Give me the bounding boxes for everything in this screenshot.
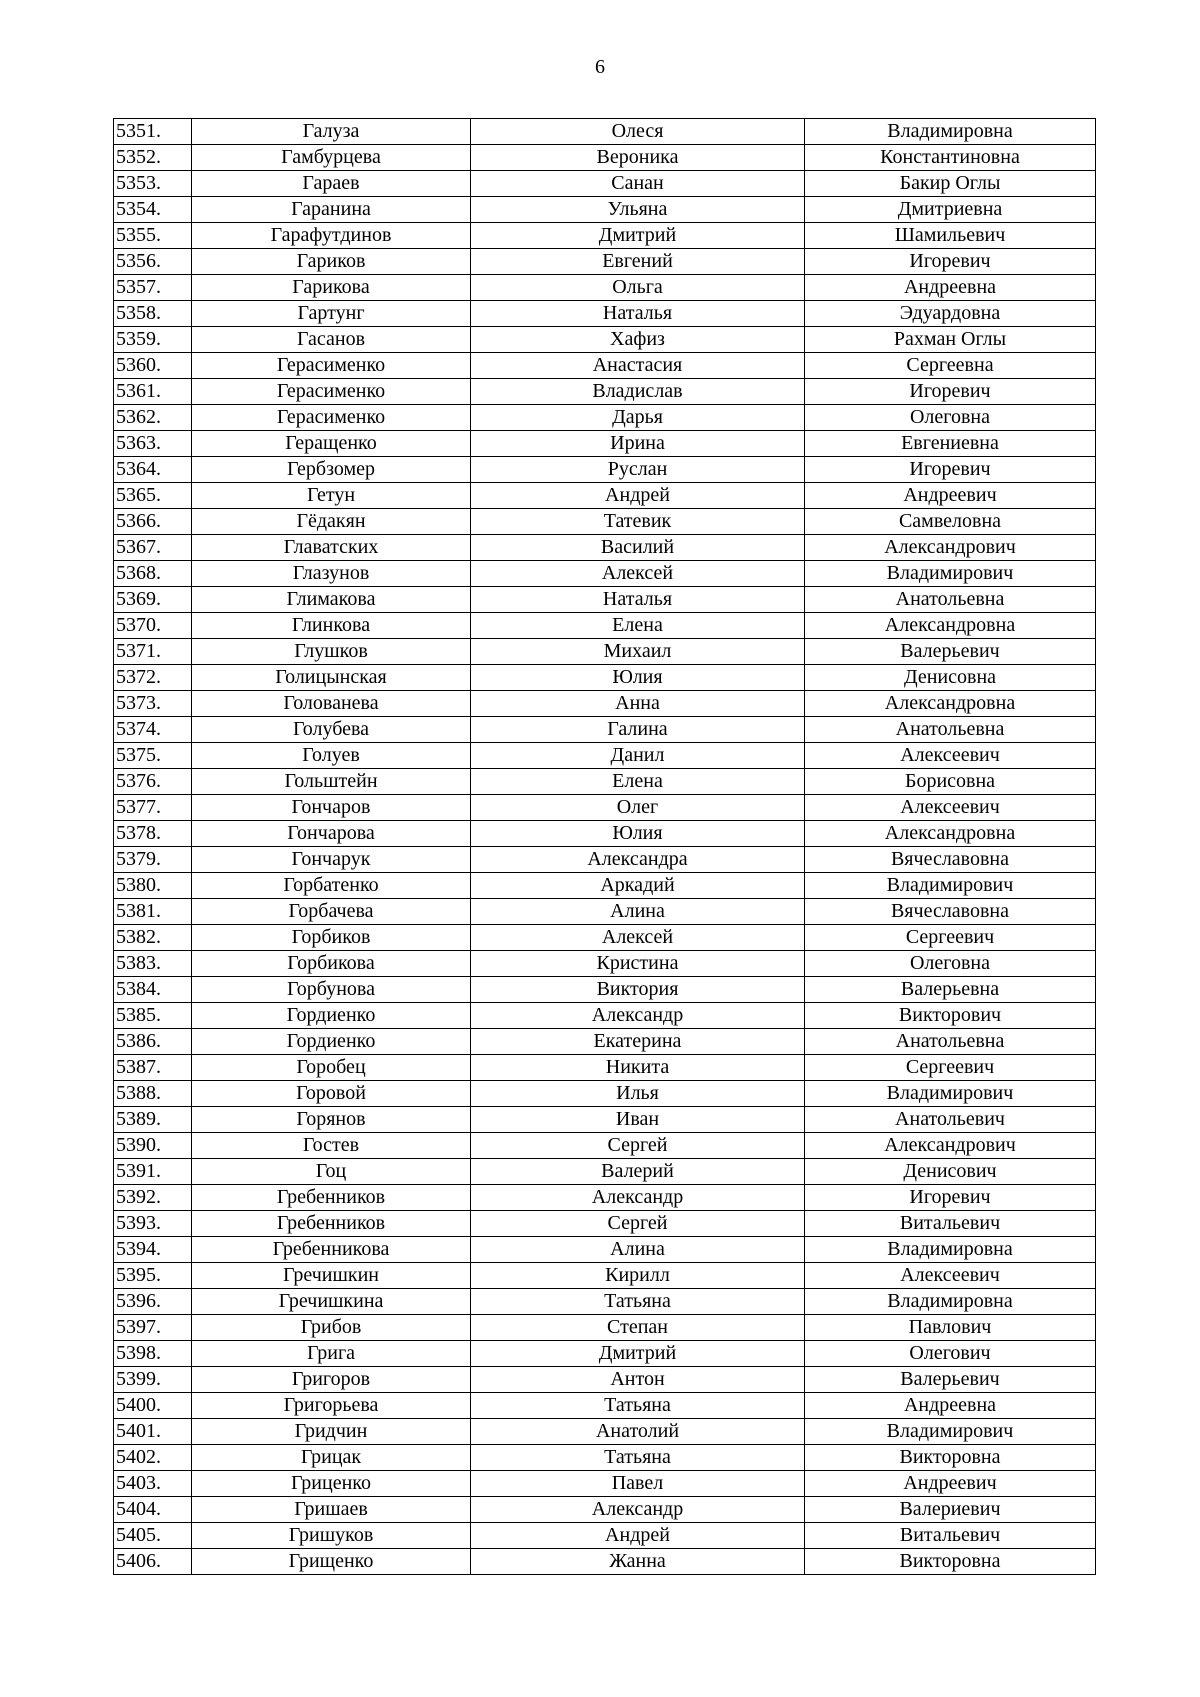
patronymic-cell: Владимирович [805, 873, 1096, 899]
table-row [114, 1029, 1096, 1055]
first-name-cell: Юлия [471, 665, 805, 691]
table-row [114, 197, 1096, 223]
last-name-cell: Геращенко [192, 431, 471, 457]
patronymic-cell: Денисович [805, 1159, 1096, 1185]
first-name-cell: Данил [471, 743, 805, 769]
table-row [114, 1471, 1096, 1497]
table-row [114, 119, 1096, 145]
patronymic-cell: Константиновна [805, 145, 1096, 171]
patronymic-cell: Викторовна [805, 1445, 1096, 1471]
last-name-cell: Герасименко [192, 405, 471, 431]
patronymic-cell: Викторовна [805, 1549, 1096, 1575]
first-name-cell: Елена [471, 613, 805, 639]
first-name-cell: Александр [471, 1497, 805, 1523]
last-name-cell: Глушков [192, 639, 471, 665]
first-name-cell: Алина [471, 899, 805, 925]
first-name-cell: Александра [471, 847, 805, 873]
row-number-cell: 5394. [114, 1237, 192, 1263]
row-number-cell: 5403. [114, 1471, 192, 1497]
table-row [114, 1081, 1096, 1107]
row-number-cell: 5369. [114, 587, 192, 613]
table-row [114, 691, 1096, 717]
patronymic-cell: Владимирович [805, 1081, 1096, 1107]
patronymic-cell: Владимировна [805, 1289, 1096, 1315]
table-row [114, 769, 1096, 795]
last-name-cell: Горбатенко [192, 873, 471, 899]
first-name-cell: Кирилл [471, 1263, 805, 1289]
first-name-cell: Анатолий [471, 1419, 805, 1445]
row-number-cell: 5363. [114, 431, 192, 457]
last-name-cell: Гончарук [192, 847, 471, 873]
row-number-cell: 5375. [114, 743, 192, 769]
first-name-cell: Никита [471, 1055, 805, 1081]
patronymic-cell: Евгениевна [805, 431, 1096, 457]
table-row [114, 613, 1096, 639]
row-number-cell: 5393. [114, 1211, 192, 1237]
row-number-cell: 5404. [114, 1497, 192, 1523]
table-row [114, 1159, 1096, 1185]
table-row [114, 1315, 1096, 1341]
patronymic-cell: Валерьевна [805, 977, 1096, 1003]
table-row [114, 1393, 1096, 1419]
last-name-cell: Гришуков [192, 1523, 471, 1549]
first-name-cell: Алексей [471, 561, 805, 587]
table-row [114, 873, 1096, 899]
last-name-cell: Гриценко [192, 1471, 471, 1497]
first-name-cell: Алексей [471, 925, 805, 951]
patronymic-cell: Александрович [805, 535, 1096, 561]
patronymic-cell: Витальевич [805, 1523, 1096, 1549]
last-name-cell: Горовой [192, 1081, 471, 1107]
table-row [114, 821, 1096, 847]
last-name-cell: Гречишкина [192, 1289, 471, 1315]
last-name-cell: Горбачева [192, 899, 471, 925]
first-name-cell: Сергей [471, 1133, 805, 1159]
first-name-cell: Антон [471, 1367, 805, 1393]
last-name-cell: Гарикова [192, 275, 471, 301]
patronymic-cell: Сергеевич [805, 925, 1096, 951]
page-number: 6 [595, 56, 605, 78]
last-name-cell: Гордиенко [192, 1029, 471, 1055]
row-number-cell: 5390. [114, 1133, 192, 1159]
patronymic-cell: Борисовна [805, 769, 1096, 795]
first-name-cell: Юлия [471, 821, 805, 847]
row-number-cell: 5380. [114, 873, 192, 899]
patronymic-cell: Сергеевич [805, 1055, 1096, 1081]
row-number-cell: 5352. [114, 145, 192, 171]
first-name-cell: Александр [471, 1003, 805, 1029]
patronymic-cell: Олеговна [805, 951, 1096, 977]
patronymic-cell: Шамильевич [805, 223, 1096, 249]
last-name-cell: Грицак [192, 1445, 471, 1471]
names-table [113, 118, 1096, 1575]
last-name-cell: Голицынская [192, 665, 471, 691]
row-number-cell: 5400. [114, 1393, 192, 1419]
first-name-cell: Вероника [471, 145, 805, 171]
first-name-cell: Анастасия [471, 353, 805, 379]
patronymic-cell: Валерьевич [805, 639, 1096, 665]
patronymic-cell: Дмитриевна [805, 197, 1096, 223]
last-name-cell: Гребенникова [192, 1237, 471, 1263]
table-row [114, 1419, 1096, 1445]
row-number-cell: 5396. [114, 1289, 192, 1315]
row-number-cell: 5359. [114, 327, 192, 353]
last-name-cell: Гребенников [192, 1185, 471, 1211]
last-name-cell: Гончарова [192, 821, 471, 847]
row-number-cell: 5360. [114, 353, 192, 379]
row-number-cell: 5383. [114, 951, 192, 977]
patronymic-cell: Алексеевич [805, 1263, 1096, 1289]
table-row [114, 977, 1096, 1003]
patronymic-cell: Андреевна [805, 1393, 1096, 1419]
row-number-cell: 5387. [114, 1055, 192, 1081]
table-row [114, 301, 1096, 327]
row-number-cell: 5372. [114, 665, 192, 691]
table-row [114, 743, 1096, 769]
first-name-cell: Владислав [471, 379, 805, 405]
table-row [114, 1263, 1096, 1289]
first-name-cell: Татьяна [471, 1445, 805, 1471]
first-name-cell: Андрей [471, 483, 805, 509]
last-name-cell: Грига [192, 1341, 471, 1367]
last-name-cell: Горянов [192, 1107, 471, 1133]
first-name-cell: Екатерина [471, 1029, 805, 1055]
row-number-cell: 5356. [114, 249, 192, 275]
table-row [114, 509, 1096, 535]
row-number-cell: 5362. [114, 405, 192, 431]
table-row [114, 925, 1096, 951]
table-row [114, 1107, 1096, 1133]
row-number-cell: 5374. [114, 717, 192, 743]
table-row [114, 431, 1096, 457]
first-name-cell: Кристина [471, 951, 805, 977]
last-name-cell: Гаранина [192, 197, 471, 223]
patronymic-cell: Анатольевна [805, 717, 1096, 743]
first-name-cell: Галина [471, 717, 805, 743]
patronymic-cell: Александровна [805, 613, 1096, 639]
patronymic-cell: Владимирович [805, 1419, 1096, 1445]
table-row [114, 249, 1096, 275]
row-number-cell: 5397. [114, 1315, 192, 1341]
table-row [114, 457, 1096, 483]
row-number-cell: 5392. [114, 1185, 192, 1211]
table-row [114, 1003, 1096, 1029]
last-name-cell: Гараев [192, 171, 471, 197]
row-number-cell: 5395. [114, 1263, 192, 1289]
last-name-cell: Гёдакян [192, 509, 471, 535]
table-row [114, 327, 1096, 353]
table-row [114, 1055, 1096, 1081]
last-name-cell: Горобец [192, 1055, 471, 1081]
last-name-cell: Голубева [192, 717, 471, 743]
first-name-cell: Степан [471, 1315, 805, 1341]
patronymic-cell: Игоревич [805, 379, 1096, 405]
patronymic-cell: Владимировна [805, 119, 1096, 145]
first-name-cell: Санан [471, 171, 805, 197]
first-name-cell: Дмитрий [471, 1341, 805, 1367]
last-name-cell: Горбунова [192, 977, 471, 1003]
patronymic-cell: Андреевна [805, 275, 1096, 301]
patronymic-cell: Викторович [805, 1003, 1096, 1029]
row-number-cell: 5378. [114, 821, 192, 847]
last-name-cell: Григоров [192, 1367, 471, 1393]
last-name-cell: Гоц [192, 1159, 471, 1185]
first-name-cell: Олег [471, 795, 805, 821]
row-number-cell: 5353. [114, 171, 192, 197]
row-number-cell: 5406. [114, 1549, 192, 1575]
table-row [114, 379, 1096, 405]
row-number-cell: 5398. [114, 1341, 192, 1367]
last-name-cell: Гасанов [192, 327, 471, 353]
last-name-cell: Гольштейн [192, 769, 471, 795]
row-number-cell: 5354. [114, 197, 192, 223]
first-name-cell: Михаил [471, 639, 805, 665]
row-number-cell: 5361. [114, 379, 192, 405]
table-row [114, 1289, 1096, 1315]
last-name-cell: Галуза [192, 119, 471, 145]
first-name-cell: Руслан [471, 457, 805, 483]
table-row [114, 561, 1096, 587]
row-number-cell: 5379. [114, 847, 192, 873]
first-name-cell: Сергей [471, 1211, 805, 1237]
last-name-cell: Гончаров [192, 795, 471, 821]
last-name-cell: Гречишкин [192, 1263, 471, 1289]
last-name-cell: Горбикова [192, 951, 471, 977]
last-name-cell: Гариков [192, 249, 471, 275]
first-name-cell: Татевик [471, 509, 805, 535]
first-name-cell: Дарья [471, 405, 805, 431]
row-number-cell: 5365. [114, 483, 192, 509]
first-name-cell: Александр [471, 1185, 805, 1211]
patronymic-cell: Алексеевич [805, 795, 1096, 821]
names-table-body [114, 119, 1096, 1575]
first-name-cell: Татьяна [471, 1289, 805, 1315]
first-name-cell: Василий [471, 535, 805, 561]
last-name-cell: Гербзомер [192, 457, 471, 483]
first-name-cell: Хафиз [471, 327, 805, 353]
row-number-cell: 5376. [114, 769, 192, 795]
table-row [114, 353, 1096, 379]
row-number-cell: 5389. [114, 1107, 192, 1133]
first-name-cell: Иван [471, 1107, 805, 1133]
last-name-cell: Гетун [192, 483, 471, 509]
table-row [114, 171, 1096, 197]
table-row [114, 1133, 1096, 1159]
last-name-cell: Герасименко [192, 379, 471, 405]
row-number-cell: 5370. [114, 613, 192, 639]
last-name-cell: Голуев [192, 743, 471, 769]
row-number-cell: 5357. [114, 275, 192, 301]
first-name-cell: Наталья [471, 301, 805, 327]
row-number-cell: 5377. [114, 795, 192, 821]
patronymic-cell: Вячеславовна [805, 899, 1096, 925]
first-name-cell: Анна [471, 691, 805, 717]
first-name-cell: Валерий [471, 1159, 805, 1185]
patronymic-cell: Бакир Оглы [805, 171, 1096, 197]
first-name-cell: Жанна [471, 1549, 805, 1575]
table-row [114, 145, 1096, 171]
row-number-cell: 5385. [114, 1003, 192, 1029]
row-number-cell: 5402. [114, 1445, 192, 1471]
table-row [114, 587, 1096, 613]
patronymic-cell: Игоревич [805, 457, 1096, 483]
row-number-cell: 5401. [114, 1419, 192, 1445]
row-number-cell: 5364. [114, 457, 192, 483]
last-name-cell: Грибов [192, 1315, 471, 1341]
first-name-cell: Виктория [471, 977, 805, 1003]
first-name-cell: Елена [471, 769, 805, 795]
last-name-cell: Григорьева [192, 1393, 471, 1419]
last-name-cell: Глинкова [192, 613, 471, 639]
table-row [114, 405, 1096, 431]
row-number-cell: 5373. [114, 691, 192, 717]
patronymic-cell: Владимировна [805, 1237, 1096, 1263]
first-name-cell: Дмитрий [471, 223, 805, 249]
patronymic-cell: Валерьевич [805, 1367, 1096, 1393]
last-name-cell: Герасименко [192, 353, 471, 379]
patronymic-cell: Рахман Оглы [805, 327, 1096, 353]
table-row [114, 1237, 1096, 1263]
patronymic-cell: Владимирович [805, 561, 1096, 587]
table-row [114, 847, 1096, 873]
patronymic-cell: Александрович [805, 1133, 1096, 1159]
last-name-cell: Гридчин [192, 1419, 471, 1445]
first-name-cell: Татьяна [471, 1393, 805, 1419]
last-name-cell: Грищенко [192, 1549, 471, 1575]
first-name-cell: Ольга [471, 275, 805, 301]
last-name-cell: Главатских [192, 535, 471, 561]
row-number-cell: 5366. [114, 509, 192, 535]
patronymic-cell: Александровна [805, 821, 1096, 847]
row-number-cell: 5355. [114, 223, 192, 249]
first-name-cell: Павел [471, 1471, 805, 1497]
row-number-cell: 5399. [114, 1367, 192, 1393]
patronymic-cell: Олеговна [805, 405, 1096, 431]
table-row [114, 951, 1096, 977]
last-name-cell: Гартунг [192, 301, 471, 327]
table-row [114, 223, 1096, 249]
patronymic-cell: Вячеславовна [805, 847, 1096, 873]
row-number-cell: 5388. [114, 1081, 192, 1107]
patronymic-cell: Олегович [805, 1341, 1096, 1367]
first-name-cell: Ульяна [471, 197, 805, 223]
patronymic-cell: Самвеловна [805, 509, 1096, 535]
row-number-cell: 5384. [114, 977, 192, 1003]
row-number-cell: 5351. [114, 119, 192, 145]
table-row [114, 1211, 1096, 1237]
first-name-cell: Олеся [471, 119, 805, 145]
table-row [114, 639, 1096, 665]
table-row [114, 1185, 1096, 1211]
patronymic-cell: Александровна [805, 691, 1096, 717]
last-name-cell: Голованева [192, 691, 471, 717]
table-row [114, 535, 1096, 561]
patronymic-cell: Андреевич [805, 1471, 1096, 1497]
row-number-cell: 5382. [114, 925, 192, 951]
row-number-cell: 5358. [114, 301, 192, 327]
first-name-cell: Евгений [471, 249, 805, 275]
last-name-cell: Глазунов [192, 561, 471, 587]
patronymic-cell: Витальевич [805, 1211, 1096, 1237]
first-name-cell: Илья [471, 1081, 805, 1107]
table-row [114, 899, 1096, 925]
patronymic-cell: Анатольевич [805, 1107, 1096, 1133]
row-number-cell: 5391. [114, 1159, 192, 1185]
last-name-cell: Гришаев [192, 1497, 471, 1523]
row-number-cell: 5368. [114, 561, 192, 587]
row-number-cell: 5367. [114, 535, 192, 561]
table-row [114, 1549, 1096, 1575]
patronymic-cell: Игоревич [805, 1185, 1096, 1211]
first-name-cell: Аркадий [471, 873, 805, 899]
patronymic-cell: Эдуардовна [805, 301, 1096, 327]
first-name-cell: Ирина [471, 431, 805, 457]
patronymic-cell: Алексеевич [805, 743, 1096, 769]
table-row [114, 483, 1096, 509]
last-name-cell: Гордиенко [192, 1003, 471, 1029]
last-name-cell: Гостев [192, 1133, 471, 1159]
table-row [114, 665, 1096, 691]
last-name-cell: Гребенников [192, 1211, 471, 1237]
first-name-cell: Андрей [471, 1523, 805, 1549]
first-name-cell: Алина [471, 1237, 805, 1263]
patronymic-cell: Анатольевна [805, 587, 1096, 613]
patronymic-cell: Игоревич [805, 249, 1096, 275]
table-row [114, 1367, 1096, 1393]
table-row [114, 717, 1096, 743]
last-name-cell: Глимакова [192, 587, 471, 613]
table-row [114, 1341, 1096, 1367]
row-number-cell: 5405. [114, 1523, 192, 1549]
table-row [114, 275, 1096, 301]
table-row [114, 1523, 1096, 1549]
last-name-cell: Гарафутдинов [192, 223, 471, 249]
row-number-cell: 5371. [114, 639, 192, 665]
patronymic-cell: Валериевич [805, 1497, 1096, 1523]
patronymic-cell: Денисовна [805, 665, 1096, 691]
table-row [114, 795, 1096, 821]
row-number-cell: 5381. [114, 899, 192, 925]
table-row [114, 1497, 1096, 1523]
first-name-cell: Наталья [471, 587, 805, 613]
last-name-cell: Гамбурцева [192, 145, 471, 171]
last-name-cell: Горбиков [192, 925, 471, 951]
patronymic-cell: Павлович [805, 1315, 1096, 1341]
table-row [114, 1445, 1096, 1471]
row-number-cell: 5386. [114, 1029, 192, 1055]
patronymic-cell: Сергеевна [805, 353, 1096, 379]
patronymic-cell: Анатольевна [805, 1029, 1096, 1055]
patronymic-cell: Андреевич [805, 483, 1096, 509]
